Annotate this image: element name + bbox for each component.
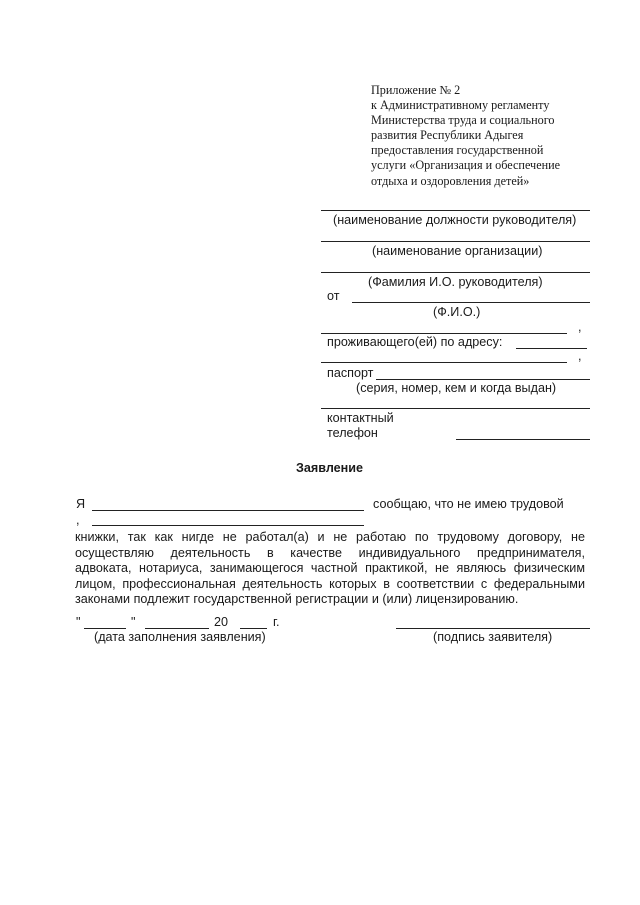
appendix-line: Приложение № 2 [371, 83, 461, 97]
comma: , [578, 320, 582, 334]
address-line [321, 362, 567, 363]
i-label: Я [76, 497, 86, 511]
statement-line: лицом, профессиональная деятельность которых в соответствии с федеральными [75, 576, 585, 591]
passport-line-2 [321, 408, 590, 409]
org-caption: (наименование организации) [372, 244, 543, 258]
year-suffix: г. [273, 615, 280, 629]
applicant-fio-line [92, 510, 364, 511]
contact-label: контактный [327, 411, 394, 425]
statement-paragraph [75, 530, 585, 608]
appendix-line: предоставления государственной [371, 143, 544, 158]
statement-line: законами подлежит государственной регистрации и (или) лицензированию. [75, 592, 519, 606]
fio-line [352, 302, 590, 303]
document-title: Заявление [296, 461, 364, 475]
fio-caption: (Ф.И.О.) [433, 305, 481, 319]
comma: , [76, 513, 80, 527]
year-line [240, 628, 267, 629]
applicant-name-line [321, 333, 567, 334]
statement-line: адвоката, нотариуса, занимающегося частной практикой, не являюсь физическим [75, 561, 585, 575]
address-line-short [516, 348, 587, 349]
appendix-line: отдыха и оздоровления детей» [371, 173, 530, 188]
signature-caption: (подпись заявителя) [433, 630, 553, 644]
signature-line [396, 628, 590, 629]
from-label: от [327, 289, 340, 303]
statement-line: осуществляю деятельность в качестве индивидуального предпринимателя, [75, 545, 585, 560]
appendix-line: услуги «Организация и обеспечение [371, 158, 561, 173]
passport-label: паспорт [327, 366, 374, 380]
quote-open: " [76, 615, 81, 629]
residing-label: проживающего(ей) по адресу: [327, 335, 503, 349]
report-text: сообщаю, что не имею трудовой [373, 497, 564, 511]
position-line [321, 210, 590, 211]
head-name-line [321, 272, 590, 273]
phone-line [456, 439, 590, 440]
position-caption: (наименование должности руководителя) [333, 213, 577, 227]
month-line [145, 628, 209, 629]
quote-close: " [131, 615, 136, 629]
passport-line [376, 379, 590, 380]
appendix-line: к Административному регламенту [371, 98, 550, 113]
passport-caption: (серия, номер, кем и когда выдан) [356, 381, 557, 395]
day-line [84, 628, 126, 629]
appendix-line: развития Республики Адыгея [371, 128, 524, 143]
appendix-line: Министерства труда и социального [371, 113, 555, 128]
applicant-fio-line-2 [92, 525, 364, 526]
phone-label: телефон [327, 426, 378, 440]
statement-line: книжки, так как нигде не работал(а) и не работаю по трудовому договору, не [75, 530, 585, 544]
org-line [321, 241, 590, 242]
date-caption: (дата заполнения заявления) [94, 630, 266, 644]
appendix-block [371, 83, 560, 189]
comma: , [578, 349, 582, 363]
head-name-caption: (Фамилия И.О. руководителя) [368, 275, 543, 289]
year-prefix: 20 [214, 615, 229, 629]
